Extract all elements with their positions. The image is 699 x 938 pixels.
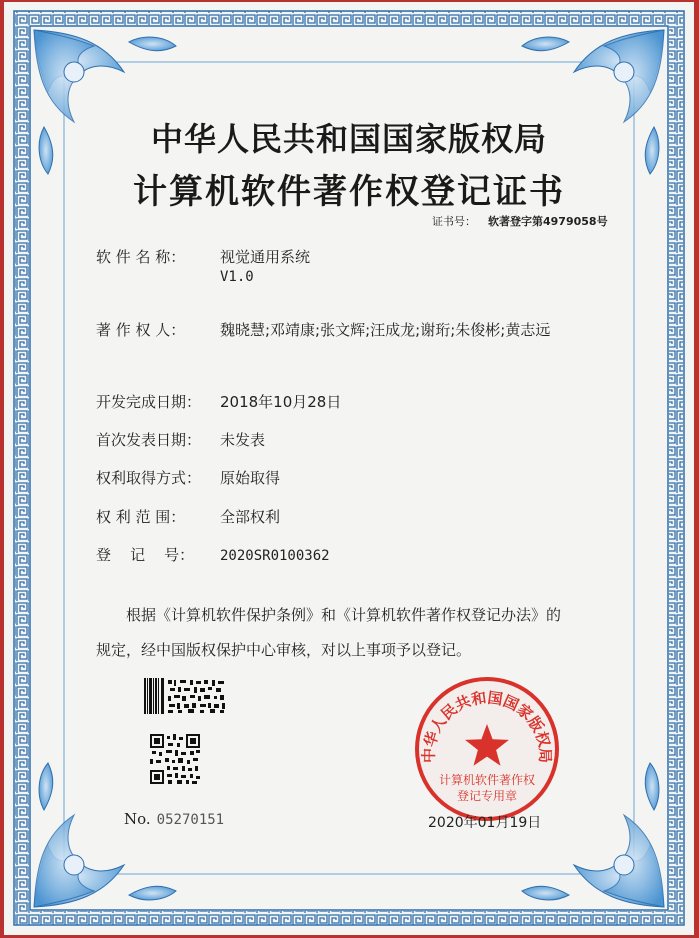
certificate-number-label: 证书号： <box>432 215 476 228</box>
software-name-value: 视觉通用系统 <box>220 248 311 266</box>
statement-line-2: 规定，经中国版权保护中心审核，对以上事项予以登记。 <box>96 641 472 659</box>
serial-number <box>124 810 224 828</box>
field-acquisition-method <box>96 467 280 488</box>
barcode-image <box>144 678 228 714</box>
seal-outer-text: 中华人民共和国国家版权局 <box>419 688 555 764</box>
completion-date-label: 开发完成日期： <box>96 393 202 411</box>
field-registration-no <box>96 544 330 565</box>
copyright-owner-value: 魏晓慧;邓靖康;张文辉;汪成龙;谢珩;朱俊彬;黄志远 <box>220 321 551 339</box>
acquisition-method-label: 权利取得方式： <box>96 469 202 487</box>
certificate-sheet <box>4 2 694 935</box>
acquisition-method-value: 原始取得 <box>220 469 281 487</box>
seal-inner-line-1: 计算机软件著作权 <box>438 773 536 787</box>
field-rights-scope <box>96 506 280 527</box>
official-seal <box>412 674 562 824</box>
seal-inner-line-2: 登记专用章 <box>456 789 518 803</box>
issuer-title: 中华人民共和国国家版权局 <box>150 120 547 158</box>
issue-date: 2020年01月19日 <box>428 815 542 831</box>
corner-ornament-bottom-left <box>34 763 176 907</box>
rights-scope-label: 权 利 范 围： <box>96 508 186 526</box>
certificate-number-value: 软著登字第4979058号 <box>488 215 608 228</box>
field-copyright-owner <box>96 319 550 340</box>
certificate-title: 计算机软件著作权登记证书 <box>133 172 565 212</box>
qr-code-image <box>150 734 200 784</box>
first-publish-date-value: 未发表 <box>220 431 266 449</box>
completion-date-value: 2018年10月28日 <box>220 393 342 411</box>
software-version: V1.0 <box>220 269 254 285</box>
field-software-name <box>96 246 310 285</box>
registration-no-label: 登 记 号： <box>96 546 195 564</box>
field-completion-date <box>96 391 341 412</box>
software-name-label: 软 件 名 称： <box>96 248 186 266</box>
copyright-owner-label: 著 作 权 人： <box>96 321 186 339</box>
certificate-number <box>432 213 608 229</box>
serial-number-value: 05270151 <box>156 812 225 828</box>
registration-statement <box>96 598 636 668</box>
statement-line-1: 根据《计算机软件保护条例》和《计算机软件著作权登记办法》的 <box>126 606 562 624</box>
first-publish-date-label: 首次发表日期： <box>96 431 202 449</box>
serial-number-label: No. <box>124 810 151 828</box>
field-first-publish-date <box>96 429 265 450</box>
rights-scope-value: 全部权利 <box>220 508 281 526</box>
registration-no-value: 2020SR0100362 <box>220 548 330 564</box>
